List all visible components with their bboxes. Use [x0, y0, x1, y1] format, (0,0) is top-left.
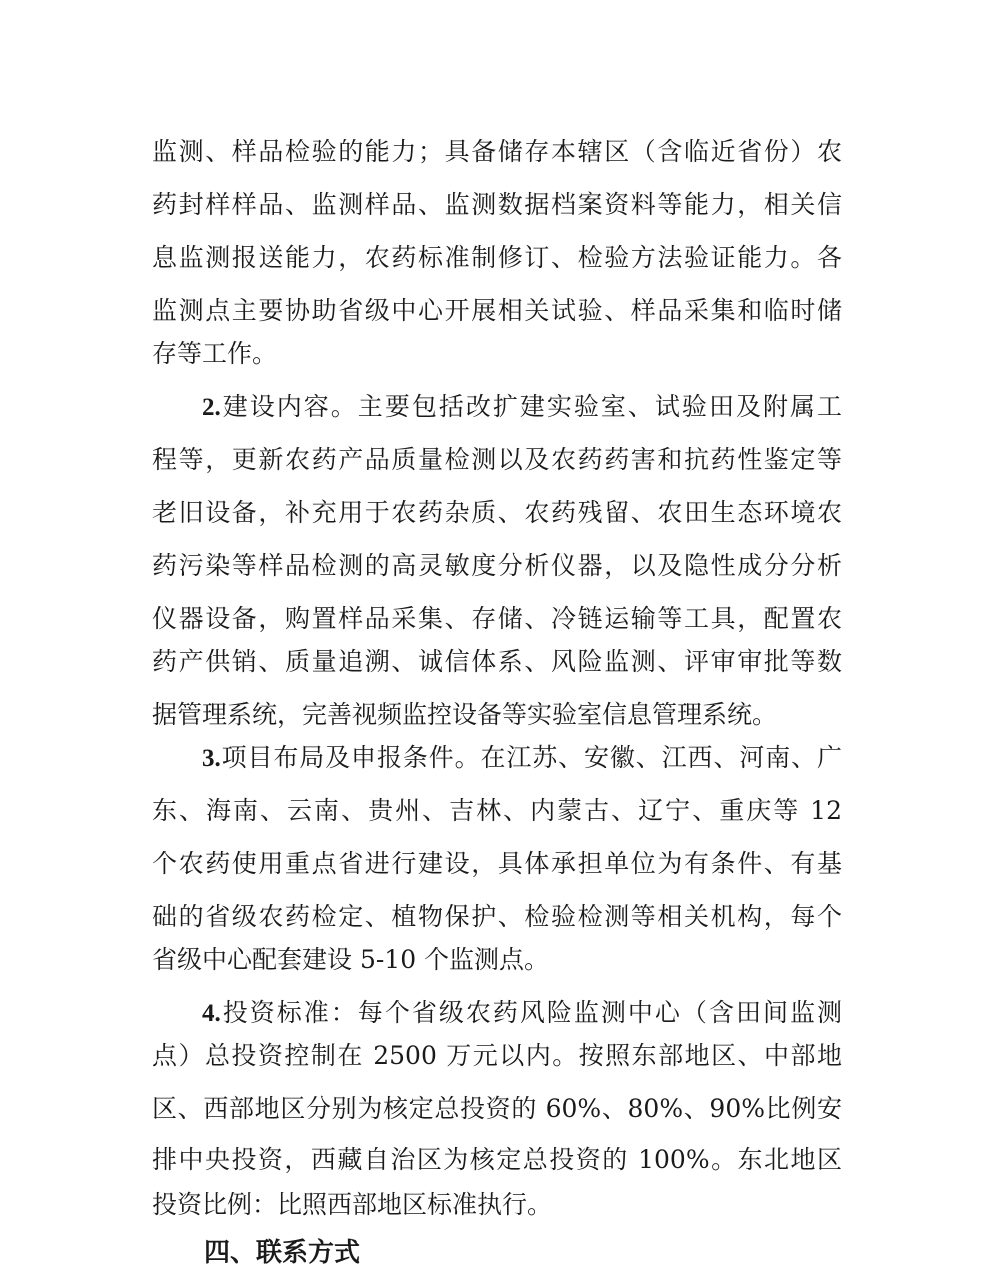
paragraph-2-line-2: 程等，更新农药产品质量检测以及农药药害和抗药性鉴定等: [152, 445, 842, 474]
paragraph-4-line-3: 区、西部地区分别为核定总投资的 60%、80%、90%比例安: [152, 1094, 842, 1123]
paragraph-2-line-1: [202, 386, 842, 428]
paragraph-3-line-5: 省级中心配套建设 5-10 个监测点。: [152, 945, 550, 974]
paragraph-1-line-2: 药封样样品、监测样品、监测数据档案资料等能力，相关信: [152, 190, 842, 219]
section-heading: 四、联系方式: [204, 1238, 361, 1268]
paragraph-3-line-3: 个农药使用重点省进行建设，具体承担单位为有条件、有基: [152, 849, 842, 878]
paragraph-3-first-text: 项目布局及申报条件。在江苏、安徽、江西、河南、广: [220, 743, 842, 772]
item-number: 2.: [202, 394, 221, 421]
paragraph-3-line-4: 础的省级农药检定、植物保护、检验检测等相关机构，每个: [152, 902, 842, 931]
paragraph-4-line-2: 点）总投资控制在 2500 万元以内。按照东部地区、中部地: [152, 1041, 842, 1070]
paragraph-4-first-text: 投资标准：每个省级农药风险监测中心（含田间监测: [220, 998, 842, 1027]
paragraph-1-line-5: 存等工作。: [152, 339, 278, 368]
paragraph-2-line-7: 据管理系统，完善视频监控设备等实验室信息管理系统。: [152, 700, 778, 729]
paragraph-2-first-text: 建设内容。主要包括改扩建实验室、试验田及附属工: [220, 392, 842, 421]
item-number: 4.: [202, 1000, 221, 1027]
paragraph-2-line-4: 药污染等样品检测的高灵敏度分析仪器，以及隐性成分分析: [152, 551, 842, 580]
paragraph-4-line-5: 投资比例：比照西部地区标准执行。: [152, 1190, 553, 1219]
paragraph-2-line-3: 老旧设备，补充用于农药杂质、农药残留、农田生态环境农: [152, 498, 842, 527]
paragraph-2-line-6: 药产供销、质量追溯、诚信体系、风险监测、评审审批等数: [152, 647, 842, 676]
paragraph-2-line-5: 仪器设备，购置样品采集、存储、冷链运输等工具，配置农: [152, 604, 842, 633]
paragraph-3-line-2: 东、海南、云南、贵州、吉林、内蒙古、辽宁、重庆等 12: [152, 796, 842, 825]
paragraph-1-line-3: 息监测报送能力，农药标准制修订、检验方法验证能力。各: [152, 243, 842, 272]
paragraph-4-line-1: [202, 992, 842, 1034]
paragraph-1-line-4: 监测点主要协助省级中心开展相关试验、样品采集和临时储: [152, 296, 842, 325]
item-number: 3.: [202, 745, 221, 772]
paragraph-1-line-1: 监测、样品检验的能力；具备储存本辖区（含临近省份）农: [152, 137, 842, 166]
paragraph-4-line-4: 排中央投资，西藏自治区为核定总投资的 100%。东北地区: [152, 1145, 842, 1174]
paragraph-3-line-1: [202, 737, 842, 779]
